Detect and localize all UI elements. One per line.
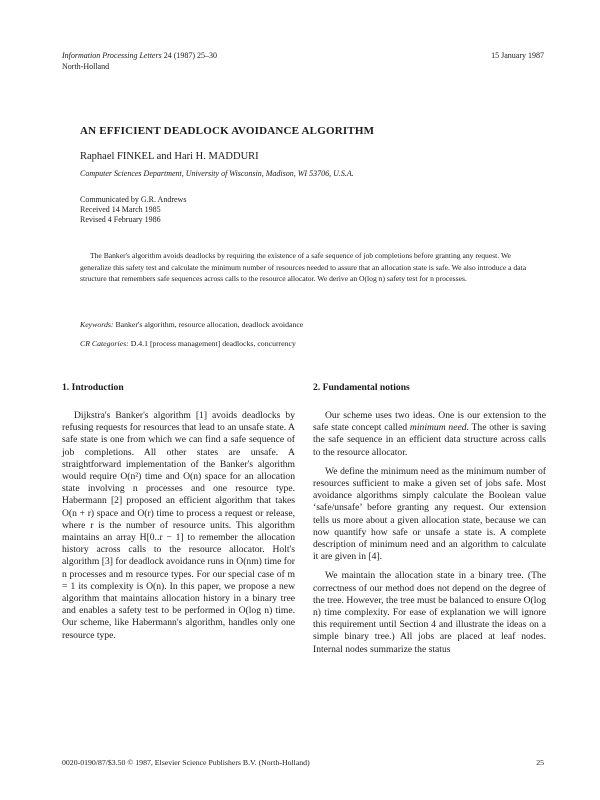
right-column bbox=[313, 382, 546, 663]
publisher: North-Holland bbox=[62, 62, 110, 71]
p1-emphasis: minimum need bbox=[409, 422, 467, 434]
revised-date: Revised 4 February 1986 bbox=[80, 215, 161, 224]
journal-ref: 24 (1987) 25–30 bbox=[163, 51, 218, 60]
copyright-footer: 0020-0190/87/$3.50 © 1987, Elsevier Science Publishers B.V. (North-Holland) bbox=[62, 758, 310, 767]
keywords bbox=[80, 320, 303, 329]
cr-categories bbox=[80, 339, 296, 348]
introduction-paragraph: Dijkstra's Banker's algorithm [1] avoids deadlocks by refusing requests for resources that lead to an unsafe state. A safe state is one from which we can find a safe sequence of job completions. All other states are unsafe. A straightforward implementation of the Banker's algorithm would require O(n²) time and O(n) space for an allocation state involving n processes and one resource type. Habermann [2] proposed an efficient algorithm that takes O(n + r) space and O(r) time to process a request or release, where r is the number of resource units. This algorithm maintains an array H[0..r − 1] to remember the allocation history across calls to the resource allocator. Holt's algorithm [3] for deadlock avoidance runs in O(nm) time for n processes and m resource types. For our special case of m = 1 its complexity is O(n). In this paper, we propose a new algorithm that maintains allocation history in a binary tree and enables a safety test to be performed in O(log n) time. Our scheme, like Habermann's algorithm, handles only one resource type. bbox=[62, 410, 295, 641]
cr-categories-label: CR Categories: bbox=[80, 339, 129, 348]
cr-categories-text: D.4.1 [process management] deadlocks, concurrency bbox=[130, 339, 296, 348]
fundamental-paragraph-2: We define the minimum need as the minimum number of resources sufficient to make a given set of jobs safe. Most avoidance algorithms simply calculate the Boolean value ‘safe/unsafe’ before granting any request. Our extension tells us more about a given allocation state, because we can now quantify how safe or unsafe a state is. A complete description of minimum need and an algorithm to calculate it are given in [4]. bbox=[313, 465, 546, 563]
section-heading-introduction: 1. Introduction bbox=[62, 382, 124, 393]
abstract-text: The Banker's algorithm avoids deadlocks by requiring the existence of a safe sequence of job completions before granting any request. We generalize this safety test and calculate the minimum number of resources needed to assure that an allocation state is safe. We also introduce a data structure that remembers safe sequences across calls to the resource allocator. We derive an O(log n) safety test for n processes. bbox=[80, 251, 527, 284]
authors: Raphael FINKEL and Hari H. MADDURI bbox=[80, 151, 259, 162]
fundamental-paragraph-3: We maintain the allocation state in a binary tree. (The correctness of our method does not depend on the degree of the tree. However, the tree must be balanced to ensure O(log n) time complexity. For ease of explanation we will ignore this requirement until Section 4 and illustrate the ideas on a simple binary tree.) All jobs are placed at leaf nodes. Internal nodes summarize the status bbox=[313, 570, 546, 655]
journal-title: Information Processing Letters bbox=[62, 51, 162, 60]
p1-text-b: . The other is saving the safe sequence in an efficient data structure across calls to the resource allocator. bbox=[313, 422, 546, 458]
section-heading-fundamental-notions: 2. Fundamental notions bbox=[313, 382, 410, 393]
page-number: 25 bbox=[536, 758, 544, 767]
issue-date: 15 January 1987 bbox=[491, 51, 544, 60]
p1-text-a: Our scheme uses two ideas. One is our extension to the safe state concept called bbox=[313, 410, 546, 434]
fundamental-paragraph-1 bbox=[313, 410, 546, 459]
keywords-text: Banker's algorithm, resource allocation, deadlock avoidance bbox=[115, 320, 304, 329]
affiliation: Computer Sciences Department, University of Wisconsin, Madison, WI 53706, U.S.A. bbox=[80, 169, 354, 178]
journal-header bbox=[62, 50, 217, 72]
communicated-by: Communicated by G.R. Andrews bbox=[80, 195, 187, 204]
article-title: AN EFFICIENT DEADLOCK AVOIDANCE ALGORITHM bbox=[80, 125, 375, 137]
submission-info bbox=[80, 195, 186, 225]
received-date: Received 14 March 1985 bbox=[80, 205, 161, 214]
keywords-label: Keywords: bbox=[80, 320, 114, 329]
abstract bbox=[80, 250, 540, 285]
left-column bbox=[62, 382, 295, 649]
